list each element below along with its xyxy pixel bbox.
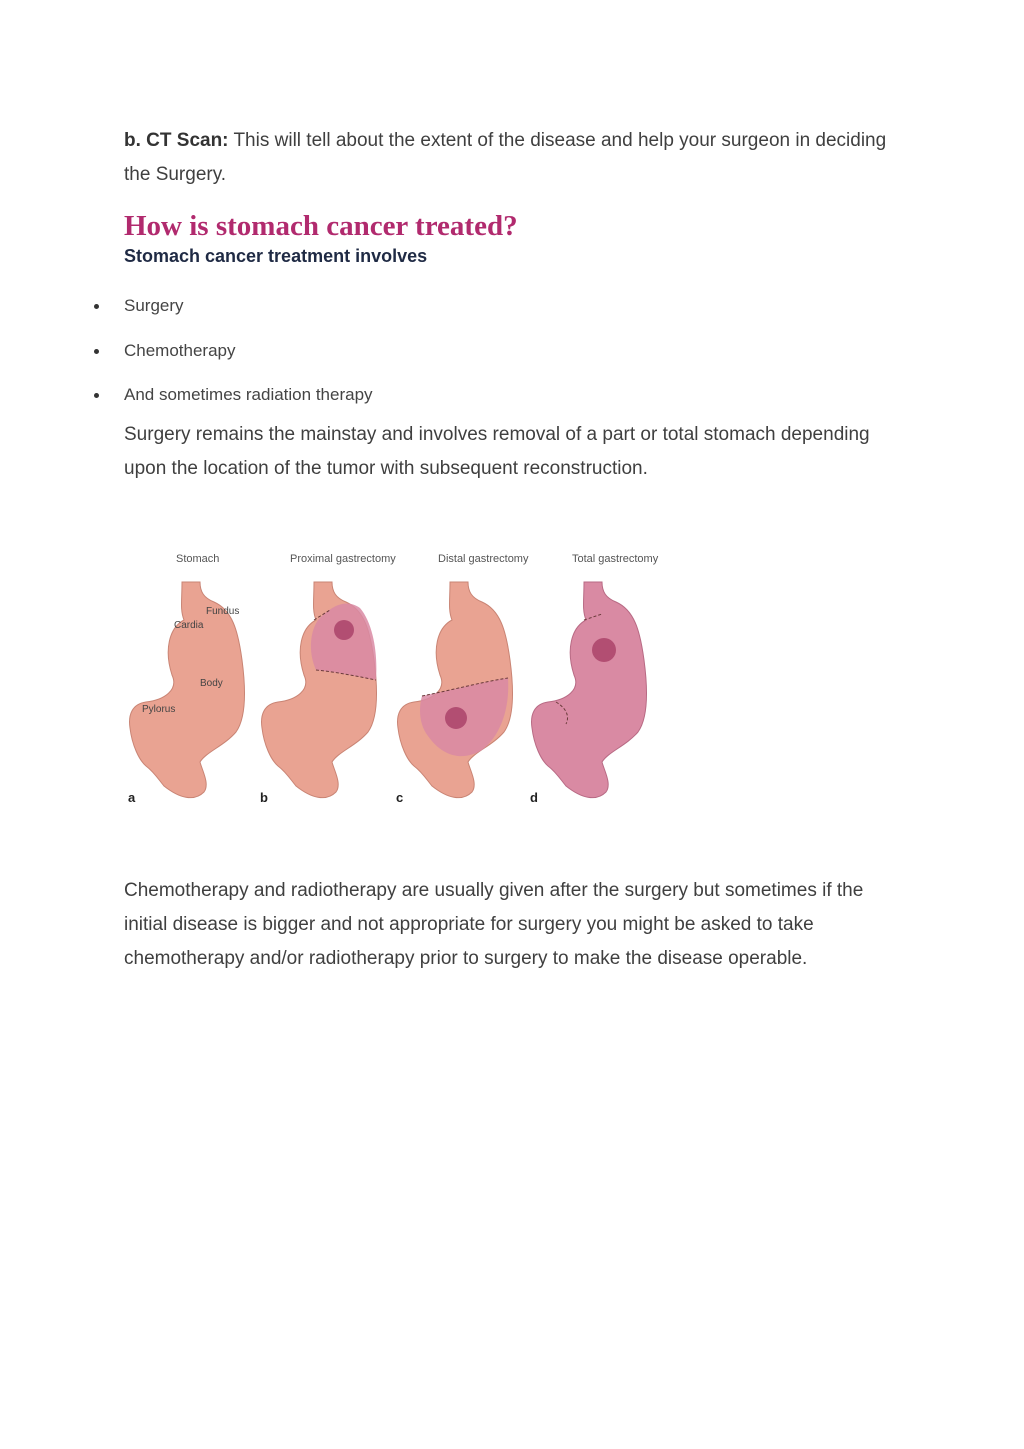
ct-scan-label: b. CT Scan: [124, 130, 229, 151]
tumor-mark [334, 620, 354, 640]
panel-letter: b [260, 790, 268, 805]
stomach-panel-b [260, 553, 396, 805]
stomach-panel-c [396, 553, 529, 805]
gastrectomy-figure [124, 540, 664, 810]
bullet-icon [94, 393, 99, 398]
list-item-text: Chemotherapy [124, 340, 236, 360]
panel-title: Proximal gastrectomy [290, 553, 396, 565]
surgery-paragraph: Surgery remains the mainstay and involves removal of a part or total stomach depending upon the location of the tumor with subsequent reconstruction. [124, 424, 870, 479]
list-item-text: Surgery [124, 296, 184, 315]
tumor-mark [592, 638, 616, 662]
bullet-icon [94, 349, 99, 354]
panel-title: Total gastrectomy [572, 553, 659, 565]
chemo-paragraph: Chemotherapy and radiotherapy are usually given after the surgery but sometimes if the initial disease is bigger and not appropriate for surgery you might be asked to take chemotherapy and/or radiotherapy prior to surgery to make the disease operable. [124, 880, 864, 969]
panel-letter: d [530, 790, 538, 805]
stomach-panel-d [530, 553, 659, 805]
panel-letter: a [128, 790, 136, 805]
section-subheading: Stomach cancer treatment involves [124, 246, 428, 266]
list-item-text: And sometimes radiation therapy [124, 385, 373, 404]
panel-title: Stomach [176, 553, 220, 565]
body-label: Body [200, 678, 223, 689]
stomach-panel-a [128, 553, 244, 805]
ct-scan-paragraph [124, 124, 904, 192]
gastrectomy-illustration [124, 540, 664, 810]
pylorus-label: Pylorus [142, 704, 176, 715]
cardia-label: Cardia [174, 620, 204, 631]
bullet-icon [94, 304, 99, 309]
fundus-label: Fundus [206, 606, 240, 617]
panel-letter: c [396, 790, 404, 805]
page-title: How is stomach cancer treated? [124, 210, 518, 242]
ct-scan-text: This will tell about the extent of the disease and help your surgeon in deciding the Surgery. [124, 130, 887, 185]
tumor-mark [445, 707, 467, 729]
panel-title: Distal gastrectomy [438, 553, 529, 565]
